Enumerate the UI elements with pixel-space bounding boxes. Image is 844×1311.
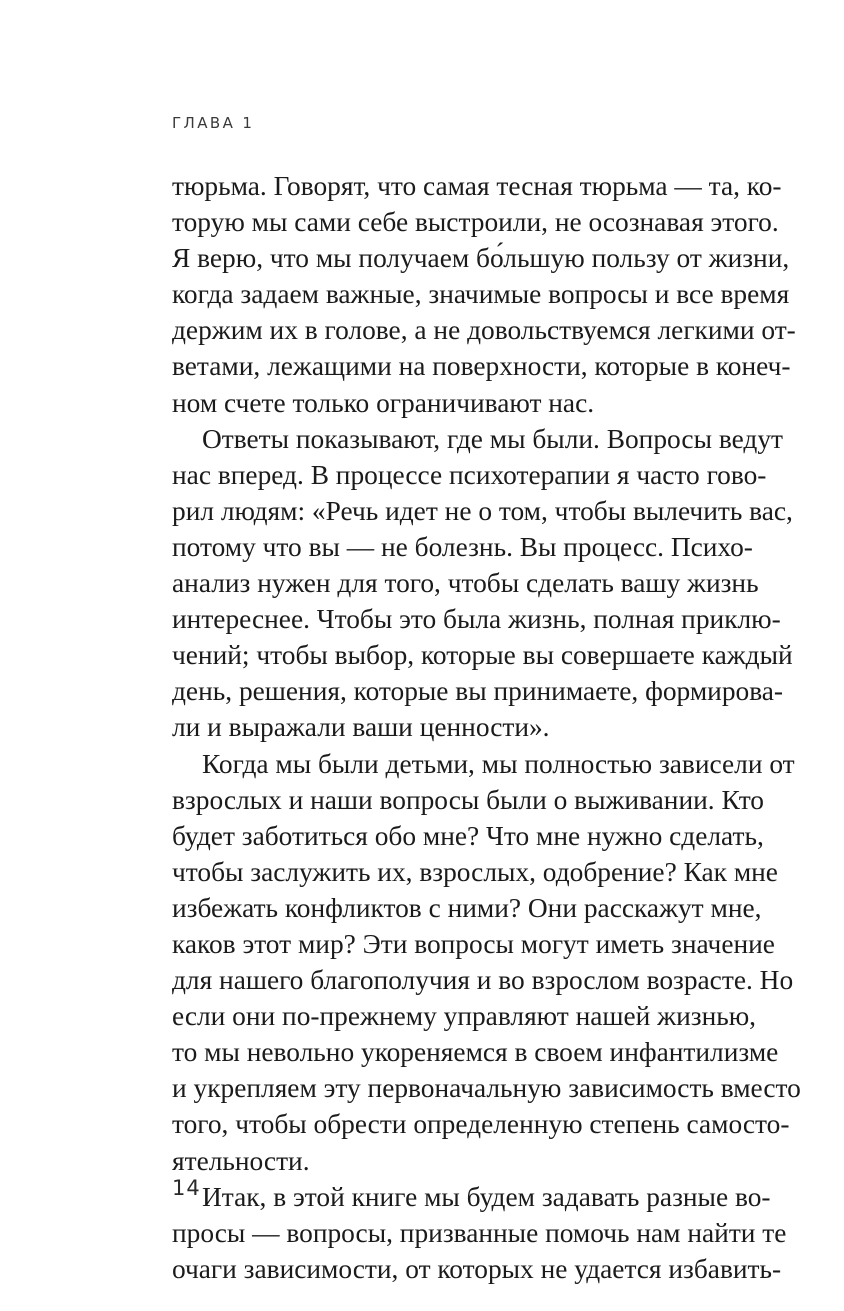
text-line: будет заботиться обо мне? Что мне нужно сделать,	[172, 820, 764, 851]
text-line: Ответы показывают, где мы были. Вопросы ведут	[202, 423, 783, 454]
text-line: анализ нужен для того, чтобы сделать вашу жизнь	[172, 568, 759, 599]
text-line: потому что вы — не болезнь. Вы процесс. Психо-	[172, 531, 753, 562]
text-line: то мы невольно укореняемся в своем инфантилизме	[172, 1037, 779, 1068]
text-line: день, решения, которые вы принимаете, формирова-	[172, 676, 784, 707]
text-line: каков этот мир? Эти вопросы могут иметь значение	[172, 928, 775, 959]
text-line: когда задаем важные, значимые вопросы и все время	[172, 279, 790, 310]
text-line: тюрьма. Говорят, что самая тесная тюрьма — та, ко-	[172, 171, 782, 201]
text-line: взрослых и наши вопросы были о выживании. Кто	[172, 784, 765, 815]
text-line: интереснее. Чтобы это была жизнь, полная приклю-	[172, 604, 781, 635]
text-line: просы — вопросы, призванные помочь нам найти те	[172, 1217, 787, 1248]
page-number: 14	[172, 1176, 201, 1200]
text-line: держим их в голове, а не довольствуемся легкими от-	[172, 315, 796, 346]
text-line: для нашего благополучия и во взрослом возрасте. Но	[172, 965, 794, 996]
text-line: чений; чтобы выбор, которые вы совершаете каждый	[172, 640, 793, 671]
text-line: того, чтобы обрести определенную степень самосто-	[172, 1109, 790, 1140]
text-line: ли и выражали ваши ценности».	[172, 712, 550, 743]
text-line: если они по-прежнему управляют нашей жизнью,	[172, 1001, 757, 1032]
running-head: ГЛАВА 1	[172, 114, 255, 132]
text-line: рил людям: «Речь идет не о том, чтобы вылечить вас,	[172, 495, 793, 526]
text-line: Когда мы были детьми, мы полностью зависели от	[202, 748, 795, 779]
text-line: ном счете только ограничивают нас.	[172, 387, 595, 418]
text-line: ятельности.	[172, 1145, 310, 1176]
body-text	[172, 168, 801, 1287]
text-line: и укрепляем эту первоначальную зависимость вместо	[172, 1073, 801, 1104]
text-line: чтобы заслужить их, взрослых, одобрение? Как мне	[172, 856, 778, 887]
text-line: Я верю, что мы получаем бо́льшую пользу от жизни,	[172, 243, 790, 274]
text-line: Итак, в этой книге мы будем задавать разные во-	[202, 1181, 771, 1212]
text-line: нас вперед. В процессе психотерапии я часто гово-	[172, 459, 767, 490]
text-line: избежать конфликтов с ними? Они расскажут мне,	[172, 892, 762, 923]
text-line: ветами, лежащими на поверхности, которые в конеч-	[172, 351, 791, 382]
text-line: торую мы сами себе выстроили, не осознавая этого.	[172, 207, 779, 238]
text-line: очаги зависимости, от которых не удается избавить-	[172, 1253, 782, 1284]
